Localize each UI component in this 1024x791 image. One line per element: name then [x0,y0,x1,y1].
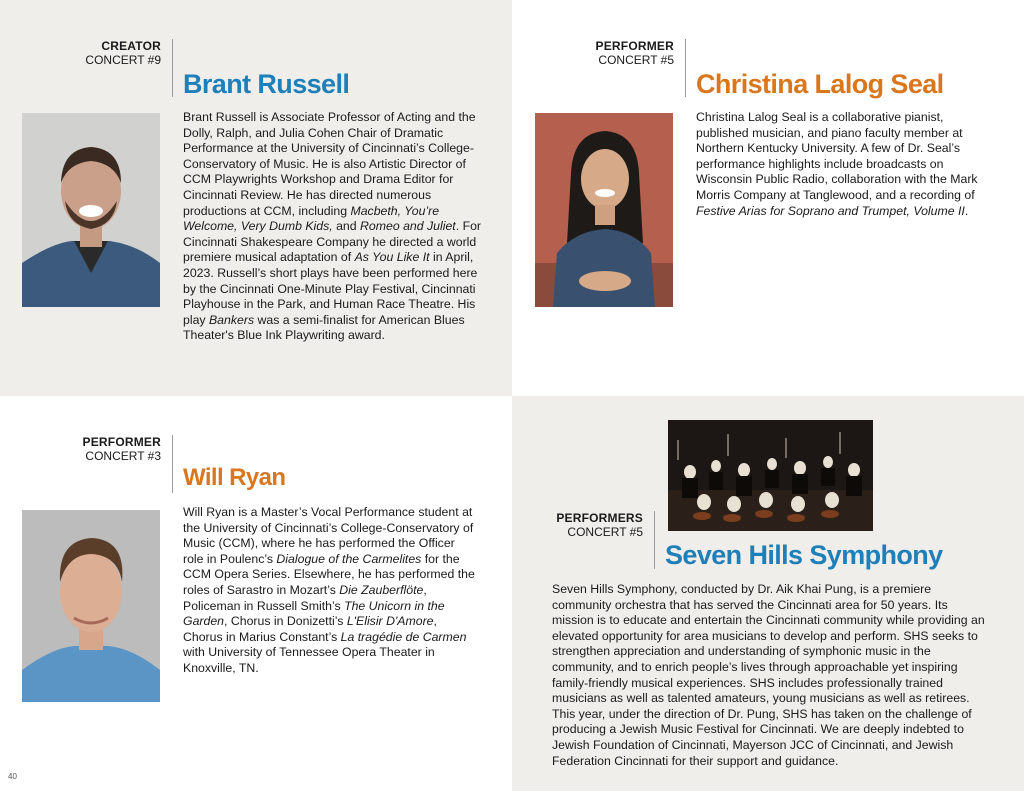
brant-photo [22,113,160,307]
christina-photo [535,113,673,307]
symphony-photo [668,420,873,531]
will-bio-run-9: La tragédie de Carmen [340,629,467,644]
christina-divider [685,39,686,97]
will-bio-text [183,505,475,677]
christina-bio-text [696,110,986,219]
shs-bio-run-0: Seven Hills Symphony, conducted by Dr. Aik Khai Pung, is a premiere community orchestra that has served the Cincinnati area for 50 years. Its mission is to educate and entertain the Cincinnati community while providing an elevated opportunity for area musicians to develop and perform. SHS seeks to strengthen appreciation and understanding of symphonic music in the community, and to enrich people’s lives through approachable yet inspiring family-friendly musical experiences. SHS includes professionally trained musicians as well as talented amateurs, young musicians as well as retirees. This year, under the direction of Dr. Pung, SHS has taken on the challenge of producing a Jewish Music Festival for Cincinnati. We are deeply indebted to Jewish Foundation of Cincinnati, Mayerson JCC of Cincinnati, and Jewish Federation Cincinnati for their support and guidance. [552,582,985,768]
will-bio-run-3: Die Zauberflöte [339,582,424,597]
will-bio-run-0: Will Ryan is a Master’s Vocal Performance student at the University of Cincinnati’s College-Conservatory of Music (CCM), where he has performed the Officer role in Poulenc’s [183,505,474,566]
christina-bio-run-1: Festive Arias for Soprano and Trumpet, Volume II [696,203,965,218]
shs-role: PERFORMERS [556,511,643,525]
shs-concert: CONCERT #5 [567,525,643,539]
shs-bio [552,582,992,769]
brant-bio-run-2: and [332,219,361,234]
will-bio-run-2: for the CCM Opera Series. Elsewhere, he has performed the roles of Sarastro in Mozart’s [183,551,475,597]
will-photo [22,510,160,702]
will-bio [183,505,475,677]
brant-bio-run-8: was a semi-finalist for American Blues Theater's Blue Ink Playwriting award. [183,312,465,343]
will-name: Will Ryan [183,464,286,491]
brant-role: CREATOR [101,39,161,53]
brant-bio-run-5: As You Like It [354,250,430,265]
christina-bio [696,110,986,219]
will-role-label [83,435,161,463]
will-concert: CONCERT #3 [85,449,161,463]
brant-role-label [85,39,161,67]
will-bio-run-6: , Chorus in Donizetti’s [224,614,347,629]
christina-concert: CONCERT #5 [598,53,674,67]
brant-divider [172,39,173,97]
shs-divider [654,511,655,569]
will-divider [172,435,173,493]
brant-bio-run-0: Brant Russell is Associate Professor of Acting and the Dolly, Ralph, and Julia Cohen Chair of Dramatic Performance at the University of Cincinnati’s College-Conservatory of Music. He is also Artistic Director of CCM Playwrights Workshop and Drama Editor for Cincinnati Review. He has directed numerous productions at CCM, including [183,110,476,218]
brant-bio-text [183,110,483,344]
brant-bio-run-1: Macbeth, You’re Welcome, Very Dumb Kids, [183,203,440,234]
brant-name: Brant Russell [183,69,350,99]
page-number: 40 [8,772,17,781]
brant-bio-run-3: Romeo and Juliet [360,219,456,234]
brant-bio [183,110,483,344]
christina-bio-run-0: Christina Lalog Seal is a collaborative pianist, published musician, and piano faculty member at Northern Kentucky University. A few of Dr. Seal’s performance highlights include broadcasts on Wisconsin Public Radio, collaboration with the Mark Morris Company at Tanglewood, and a recording of [696,110,978,202]
will-role: PERFORMER [82,435,161,449]
christina-role: PERFORMER [595,39,674,53]
will-bio-run-5: The Unicorn in the Garden [183,598,445,629]
brant-concert: CONCERT #9 [85,53,161,67]
will-bio-run-1: Dialogue of the Carmelites [276,551,422,566]
shs-role-label [556,511,643,539]
brant-bio-run-6: in April, 2023. Russell’s short plays have been performed here by the Cincinnati One-Minute Play Festival, Cincinnati Playhouse in the Park, and Human Race Theatre. His play [183,250,478,327]
shs-name: Seven Hills Symphony [665,540,943,570]
will-bio-run-7: L'Elisir D'Amore [346,614,434,629]
christina-bio-run-2: . [964,203,969,218]
will-bio-run-4: , Policeman in Russell Smith’s [183,582,427,613]
brant-bio-run-4: . For Cincinnati Shakespeare Company he directed a world premiere musical adaptation of [183,219,482,265]
will-bio-run-8: , Chorus in Marius Constant’s [183,614,437,644]
shs-bio-text [552,582,992,769]
brant-bio-run-7: Bankers [208,312,255,327]
christina-name: Christina Lalog Seal [696,69,944,99]
will-bio-run-10: with University of Tennessee Opera Theater in Knoxville, TN. [183,645,435,675]
christina-role-label [596,39,674,67]
